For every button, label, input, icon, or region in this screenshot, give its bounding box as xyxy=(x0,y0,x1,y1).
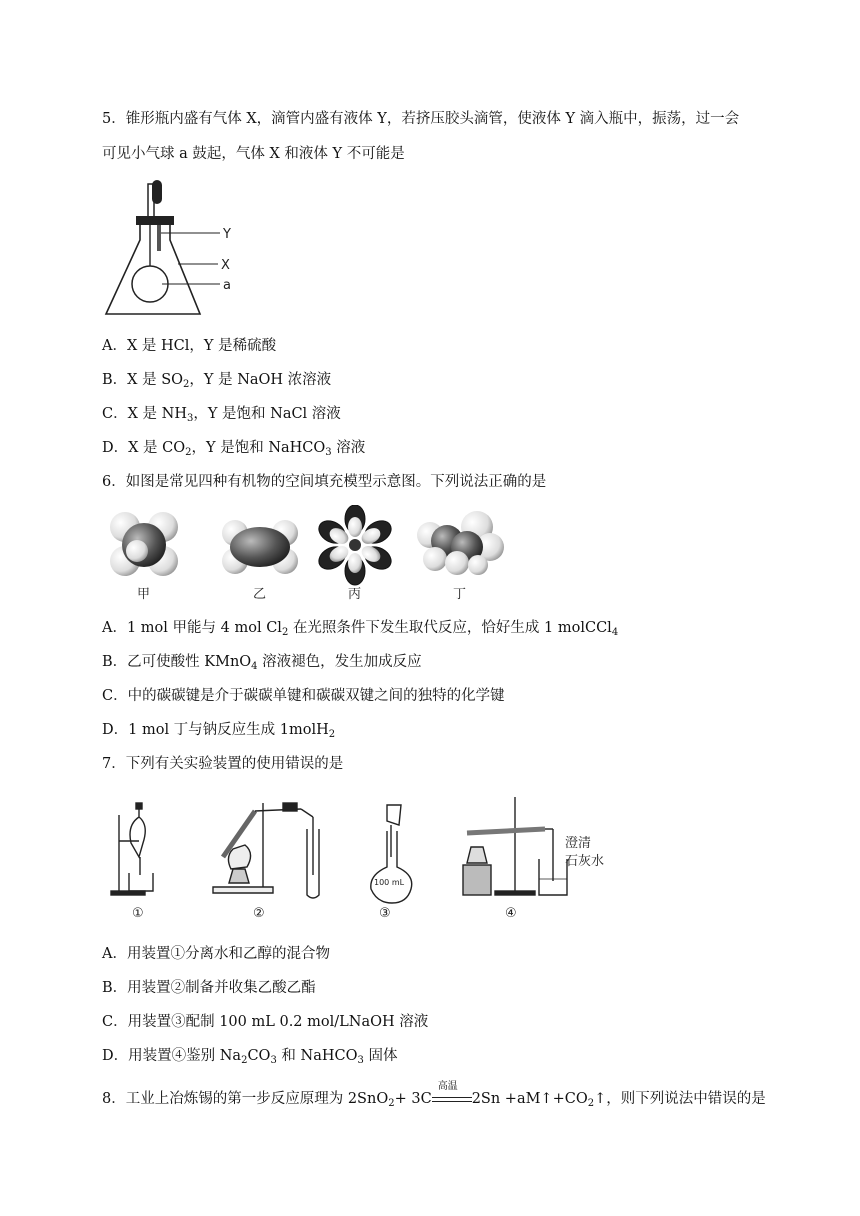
q6-option-b-post: 溶液褪色，发生加成反应 xyxy=(257,654,422,670)
q7-option-a-text: A．用装置①分离水和乙醇的混合物 xyxy=(102,946,330,962)
q8-text-mid: + 3C xyxy=(394,1091,432,1107)
device-3-volumetric-flask xyxy=(371,805,412,903)
q5-option-c xyxy=(102,404,341,424)
q6-option-a-post: 在光照条件下发生取代反应，恰好生成 1 molCCl xyxy=(288,620,612,636)
q7-option-d-post: CO xyxy=(247,1048,271,1064)
device-label-2: ② xyxy=(253,906,265,921)
q6-option-c xyxy=(102,686,505,706)
q6-option-a-sub2: 4 xyxy=(611,627,619,638)
q7-option-b-text: B．用装置②制备并收集乙酸乙酯 xyxy=(102,980,316,996)
q5-flask-figure xyxy=(100,178,250,323)
device-label-4: ④ xyxy=(505,906,517,921)
device-1-separatory-funnel xyxy=(111,803,153,895)
q6-option-b xyxy=(102,652,422,672)
device-label-1: ① xyxy=(132,906,144,921)
q8-text-pre: 8．工业上冶炼锡的第一步反应原理为 2SnO xyxy=(102,1091,389,1107)
q6-option-c-text: C．中的碳碳键是介于碳碳单键和碳碳双键之间的独特的化学键 xyxy=(102,688,505,704)
q8-sub: 2 xyxy=(388,1098,395,1109)
q5-option-d-sub: 2 xyxy=(185,447,192,458)
q7-option-d-post3: 固体 xyxy=(363,1048,398,1064)
lime-water-label-1: 澄清 xyxy=(565,836,592,851)
model-label-jia: 甲 xyxy=(137,587,151,602)
model-yi xyxy=(222,520,298,574)
model-label-ding: 丁 xyxy=(453,587,467,602)
q5-option-c-post: ，Y 是饱和 NaCl 溶液 xyxy=(193,406,341,422)
flask-volume-label: 100 mL xyxy=(374,878,405,887)
q7-option-d-sub: 2 xyxy=(241,1055,248,1066)
q5-option-a xyxy=(102,336,276,356)
q8-condition: 高温 xyxy=(437,1081,458,1092)
q5-option-b-sub: 2 xyxy=(183,379,190,390)
q8-text-post: 2Sn +aM↑+CO xyxy=(471,1091,588,1107)
q5-option-d-post: ，Y 是饱和 NaHCO xyxy=(191,440,326,456)
q5-option-b-post: ，Y 是 NaOH 浓溶液 xyxy=(189,372,332,388)
label-y: Y xyxy=(223,227,231,242)
device-4-heating-setup xyxy=(463,797,567,895)
q6-option-d xyxy=(102,720,335,740)
q8-stem xyxy=(102,1081,766,1109)
dropper-tip xyxy=(157,225,161,251)
q5-option-c-text: C．X 是 NH xyxy=(102,406,187,422)
q6-models-figure xyxy=(105,505,505,605)
model-label-bing: 丙 xyxy=(348,587,362,602)
q7-stem: 7．下列有关实验装置的使用错误的是 xyxy=(102,756,344,772)
q5-option-b-text: B．X 是 SO xyxy=(102,372,184,388)
model-jia xyxy=(110,512,178,576)
q6-option-d-sub: 2 xyxy=(328,729,336,740)
q5-option-d xyxy=(102,438,365,458)
q6-option-b-sub: 4 xyxy=(251,661,258,672)
q7-option-d-sub2: 3 xyxy=(270,1055,277,1066)
label-a: a xyxy=(223,278,231,293)
q6-option-a-text: A．1 mol 甲能与 4 mol Cl xyxy=(102,620,282,636)
q5-option-d-text: D．X 是 CO xyxy=(102,440,186,456)
q7-option-d-text: D．用装置④鉴别 Na xyxy=(102,1048,242,1064)
q7-option-d-post2: 和 NaHCO xyxy=(276,1048,358,1064)
q7-option-d xyxy=(102,1046,397,1066)
q7-option-c-text: C．用装置③配制 100 mL 0.2 mol/LNaOH 溶液 xyxy=(102,1014,429,1030)
q6-stem: 6．如图是常见四种有机物的空间填充模型示意图。下列说法正确的是 xyxy=(102,474,547,490)
q5-option-d-sub2: 3 xyxy=(325,447,332,458)
q5-stem-line1: 5．锥形瓶内盛有气体 X，滴管内盛有液体 Y，若挤压胶头滴管，使液体 Y 滴入瓶中，振荡，过一会 xyxy=(102,111,740,127)
q5-stem-line2: 可见小气球 a 鼓起，气体 X 和液体 Y 不可能是 xyxy=(102,146,405,162)
q7-option-c xyxy=(102,1012,428,1032)
q8-text-post2: ↑，则下列说法中错误的是 xyxy=(594,1091,766,1107)
q6-option-b-text: B．乙可使酸性 KMnO xyxy=(102,654,252,670)
q6-option-a-sub: 2 xyxy=(281,627,289,638)
model-label-yi: 乙 xyxy=(253,587,267,602)
device-label-3: ③ xyxy=(379,906,391,921)
q7-option-a xyxy=(102,944,330,964)
q7-option-b xyxy=(102,978,316,998)
stopper xyxy=(136,216,174,225)
q5-option-b xyxy=(102,370,331,390)
model-bing xyxy=(315,505,395,585)
q8-reaction-arrow xyxy=(432,1081,472,1109)
q5-option-a-text: A．X 是 HCl，Y 是稀硫酸 xyxy=(102,338,277,354)
lime-water-label-2: 石灰水 xyxy=(565,854,605,869)
q6-option-d-text: D．1 mol 丁与钠反应生成 1molH xyxy=(102,722,329,738)
q7-apparatus-figure xyxy=(105,795,620,925)
model-ding xyxy=(417,511,504,575)
q5-option-d-post2: 溶液 xyxy=(331,440,366,456)
q6-option-a xyxy=(102,618,618,638)
device-2-ester-setup xyxy=(213,803,319,898)
q7-option-d-sub3: 3 xyxy=(357,1055,364,1066)
q5-option-c-sub: 3 xyxy=(186,413,194,424)
q8-sub2: 2 xyxy=(587,1098,595,1109)
label-x: X xyxy=(221,258,230,273)
